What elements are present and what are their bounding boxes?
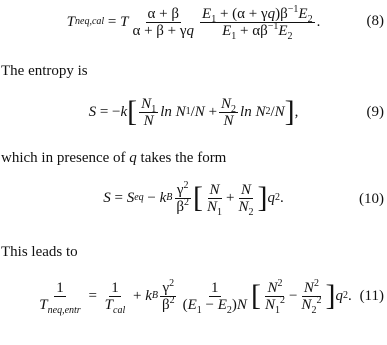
equation-number-8: (8)	[366, 13, 384, 29]
equation-10: S = S eq − k B $\frac{\gamma^2}{\beta^2}$ [ $\frac{N}{N_1}$ + $\frac{N}{N_2}$ ] q 2 .	[103, 179, 284, 218]
equation-number-9: (9)	[366, 104, 384, 120]
equation-8: T neq,cal = T $\frac{\alpha + \beta}{\alpha + \beta + \gamma q}$ $\frac{E_1 + (\alpha + \gamma q)\beta^{-1}E_2}{E_1 + \alpha\beta^{-1}E_2}$ .	[66, 3, 321, 42]
leads-to-text: This leads to	[1, 244, 78, 260]
presence-intro-text: which in presence of q takes the form	[1, 150, 227, 166]
equation-9: S = − k [ $\frac{N_1}{N}$ ln N 1 / N + $\frac{N_2}{N}$ ln N 2 / N ] ,	[88, 95, 299, 129]
entropy-intro-text: The entropy is	[1, 63, 88, 79]
equation-number-10: (10)	[359, 191, 384, 207]
equation-11: $\frac{1}{T_{neq,entr}}$ = $\frac{1}{T_{cal}}$ + k B $\frac{\gamma^2}{\beta^2}$ $\frac{1}{(E_1 - E_2)N}$ [ $\frac{N^2}{N_1^2}$ − $\frac{N^2}{N_2^2}$ ] q 2 .	[39, 277, 352, 316]
equation-number-11: (11)	[359, 288, 384, 304]
